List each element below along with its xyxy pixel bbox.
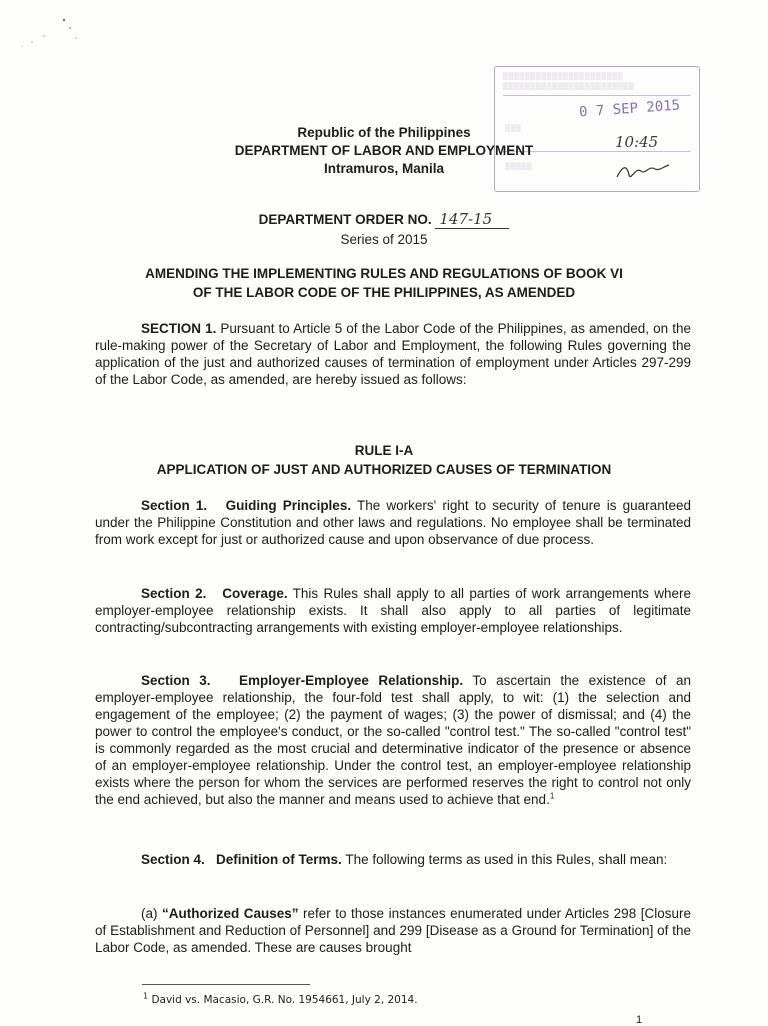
- order-label: DEPARTMENT ORDER NO.: [258, 212, 432, 227]
- stamp-faint-text: ▒▒▒▒▒▒▒▒▒▒▒▒▒▒▒▒▒▒▒▒▒▒: [503, 73, 624, 80]
- section-text: This Rules shall apply to all parties of work arrangements where employer-employee relationship exists. It shall also apply to all parties of legitimate contracting/subcontracting arrangements with existing employer-employee relationships.: [95, 586, 691, 635]
- definition-label: (a): [141, 906, 158, 921]
- stamp-rule: [503, 95, 691, 96]
- scan-specks: [14, 14, 94, 54]
- page-number: 1: [636, 1014, 643, 1026]
- order-series: Series of 2015: [340, 232, 428, 247]
- order-number: 147-15: [435, 210, 509, 229]
- footnote-marker: 1: [143, 991, 149, 1001]
- header-republic: Republic of the Philippines: [297, 125, 471, 140]
- section-heading: Section 1.: [141, 498, 208, 513]
- rule-title: APPLICATION OF JUST AND AUTHORIZED CAUSES OF TERMINATION: [156, 462, 612, 477]
- section-text: The following terms as used in this Rules, shall mean:: [345, 852, 668, 867]
- title-line-1: AMENDING THE IMPLEMENTING RULES AND REGULATIONS OF BOOK VI: [145, 266, 623, 281]
- stamp-faint-text: ▒▒▒▒▒▒▒▒▒▒▒▒▒▒▒▒▒▒▒▒▒▒▒▒: [503, 83, 635, 90]
- footnote: [143, 991, 418, 1006]
- footnote-ref: 1: [549, 791, 555, 801]
- section-1-heading: SECTION 1.: [141, 321, 217, 336]
- section-heading: Section 3.: [141, 673, 211, 688]
- rule-section-1: [95, 497, 691, 548]
- section-heading: Section 2.: [141, 586, 207, 601]
- section-text: The workers' right to security of tenure is guaranteed under the Philippine Constitution and other laws and regulations. No employee shall be terminated from work except for just or authorized cause and upon observance of due process.: [95, 498, 691, 547]
- section-1-text: Pursuant to Article 5 of the Labor Code of the Philippines, as amended, on the rule-making power of the Secretary of Labor and Employment, the following Rules governing the application of the just and authorized causes of termination of employment under Articles 297-299 of the Labor Code, as amended, are hereby issued as follows:: [95, 321, 691, 387]
- definition-a-paragraph: [95, 905, 691, 956]
- section-heading: Section 4.: [141, 852, 205, 867]
- order-number-line: [0, 210, 768, 229]
- rule-number: RULE I-A: [354, 443, 414, 458]
- stamp-time: 10:45: [615, 133, 659, 151]
- section-1-paragraph: [95, 320, 691, 388]
- footnote-text: David vs. Macasio, G.R. No. 1954661, July 2, 2014.: [151, 994, 418, 1006]
- stamp-faint-text: ▒▒▒: [505, 125, 522, 132]
- definition-text: refer to those instances enumerated under Articles 298 [Closure of Establishment and Reduction of Personnel] and 299 [Disease as a Ground for Termination] of the Labor Code, as amended. These are causes brought: [95, 906, 691, 955]
- rule-section-3: [95, 672, 691, 808]
- stamp-faint-text: ▒▒▒▒▒: [505, 163, 533, 170]
- section-title: Definition of Terms.: [216, 852, 342, 867]
- header-location: Intramuros, Manila: [323, 161, 445, 176]
- rule-section-4: [95, 851, 691, 868]
- section-title: Coverage.: [222, 586, 288, 601]
- title-line-2: OF THE LABOR CODE OF THE PHILIPPINES, AS AMENDED: [192, 285, 576, 300]
- definition-term: “Authorized Causes”: [162, 906, 299, 921]
- section-title: Employer-Employee Relationship.: [239, 673, 464, 688]
- section-title: Guiding Principles.: [225, 498, 352, 513]
- section-text: To ascertain the existence of an employer-employee relationship, the four-fold test shall apply, to wit: (1) the selection and engagement of the employee; (2) the payment of wages; (3) the power of dismissal; and (4) the power to control the employee's conduct, or the so-called "control test." The so-called "control test" is commonly regarded as the most crucial and determinative indicator of the presence or absence of an employer-employee relationship. Under the control test, an employer-employee relationship exists where the person for whom the services are performed reserves the right to control not only the end achieved, but also the manner and means used to achieve that end.: [95, 673, 691, 807]
- stamp-date: 0 7 SEP 2015: [578, 97, 681, 121]
- footnote-divider: [142, 984, 310, 985]
- header-department: DEPARTMENT OF LABOR AND EMPLOYMENT: [234, 143, 534, 158]
- rule-section-2: [95, 585, 691, 636]
